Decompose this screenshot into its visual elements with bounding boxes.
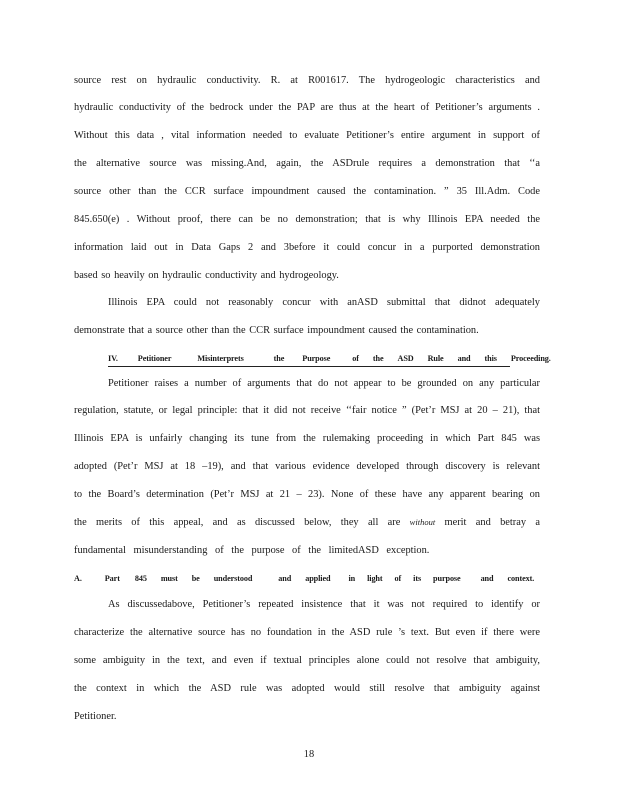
body-line: some ambiguity in the text, and even if textual principles alone could not resolve that ambiguity, <box>74 655 540 666</box>
body-line: adopted (Pet’r MSJ at 18 –19), and that various evidence developed through discovery is relevant <box>74 461 540 472</box>
heading-word: its <box>413 574 422 583</box>
heading-word: context. <box>507 574 535 583</box>
section-heading-a <box>74 572 540 585</box>
heading-word: Petitioner <box>137 354 172 363</box>
heading-word: Proceeding. <box>510 354 551 363</box>
heading-word: and <box>457 354 471 363</box>
body-line: Without this data , vital information needed to evaluate Petitioner’s entire argument in support of <box>74 130 540 141</box>
heading-word: the <box>372 354 384 363</box>
merits-italic-word: without <box>409 517 436 527</box>
heading-word: applied <box>305 574 331 583</box>
heading-word: understood <box>213 574 253 583</box>
section-heading-iv <box>108 352 551 367</box>
body-line: demonstrate that a source other than the CCR surface impoundment caused the contamination. <box>74 325 479 336</box>
heading-word: 845 <box>134 574 147 583</box>
heading-word: be <box>191 574 200 583</box>
body-line: source rest on hydraulic conductivity. R. at R001617. The hydrogeologic characteristics and <box>74 75 540 86</box>
body-line: Petitioner. <box>74 711 117 722</box>
body-line: characterize the alternative source has no foundation in the ASD rule ’s text. But even if there were <box>74 627 540 638</box>
page-number: 18 <box>303 749 315 760</box>
body-line: fundamental misunderstanding of the purpose of the limitedASD exception. <box>74 545 430 556</box>
heading-word: of <box>352 354 359 363</box>
heading-word: Purpose <box>302 354 331 363</box>
body-line: 845.650(e) . Without proof, there can be no demonstration; that is why Illinois EPA needed the <box>74 214 540 225</box>
heading-word: and <box>278 574 292 583</box>
body-line: information laid out in Data Gaps 2 and 3before it could concur in a purported demonstration <box>74 242 540 253</box>
heading-word: in <box>348 574 356 583</box>
body-line: the alternative source was missing.And, again, the ASDrule requires a demonstration that ‘‘a <box>74 158 540 169</box>
heading-word: the <box>273 354 285 363</box>
body-line: As discussedabove, Petitioner’s repeated insistence that it was not required to identify or <box>108 599 540 610</box>
heading-word: Misinterprets <box>197 354 244 363</box>
body-line: Illinois EPA could not reasonably concur with anASD submittal that didnot adequately <box>108 297 540 308</box>
heading-word: Rule <box>427 354 444 363</box>
body-line: Illinois EPA is unfairly changing its tune from the rulemaking proceeding in which Part 845 was <box>74 433 540 444</box>
body-line-merits <box>74 516 540 529</box>
heading-word: purpose <box>433 574 461 583</box>
heading-word: this <box>484 354 497 363</box>
heading-word: must <box>160 574 178 583</box>
heading-word: A. <box>74 574 82 583</box>
body-line: Petitioner raises a number of arguments that do not appear to be grounded on any particular <box>108 378 540 389</box>
heading-word: and <box>480 574 494 583</box>
body-line: hydraulic conductivity of the bedrock under the PAP are thus at the heart of Petitioner’s arguments . <box>74 102 540 113</box>
heading-word: light <box>367 574 383 583</box>
body-line: source other than the CCR surface impoundment caused the contamination. ” 35 Ill.Adm. Code <box>74 186 540 197</box>
body-line: the context in which the ASD rule was adopted would still resolve that ambiguity against <box>74 683 540 694</box>
body-line: to the Board’s determination (Pet’r MSJ at 21 – 23). None of these have any apparent bearing on <box>74 489 540 500</box>
heading-word: ASD <box>397 354 414 363</box>
merits-text-after: merit and betray a <box>444 517 540 528</box>
heading-word: Part <box>104 574 120 583</box>
merits-text-before: the merits of this appeal, and as discussed below, they all are <box>74 517 401 528</box>
body-line: regulation, statute, or legal principle: that it did not receive ‘‘fair notice ” (Pet’r MSJ at 20 – 21), that <box>74 405 540 416</box>
heading-word: IV. <box>108 354 118 363</box>
body-line: based so heavily on hydraulic conductivity and hydrogeology. <box>74 270 339 281</box>
heading-word: of <box>394 574 402 583</box>
